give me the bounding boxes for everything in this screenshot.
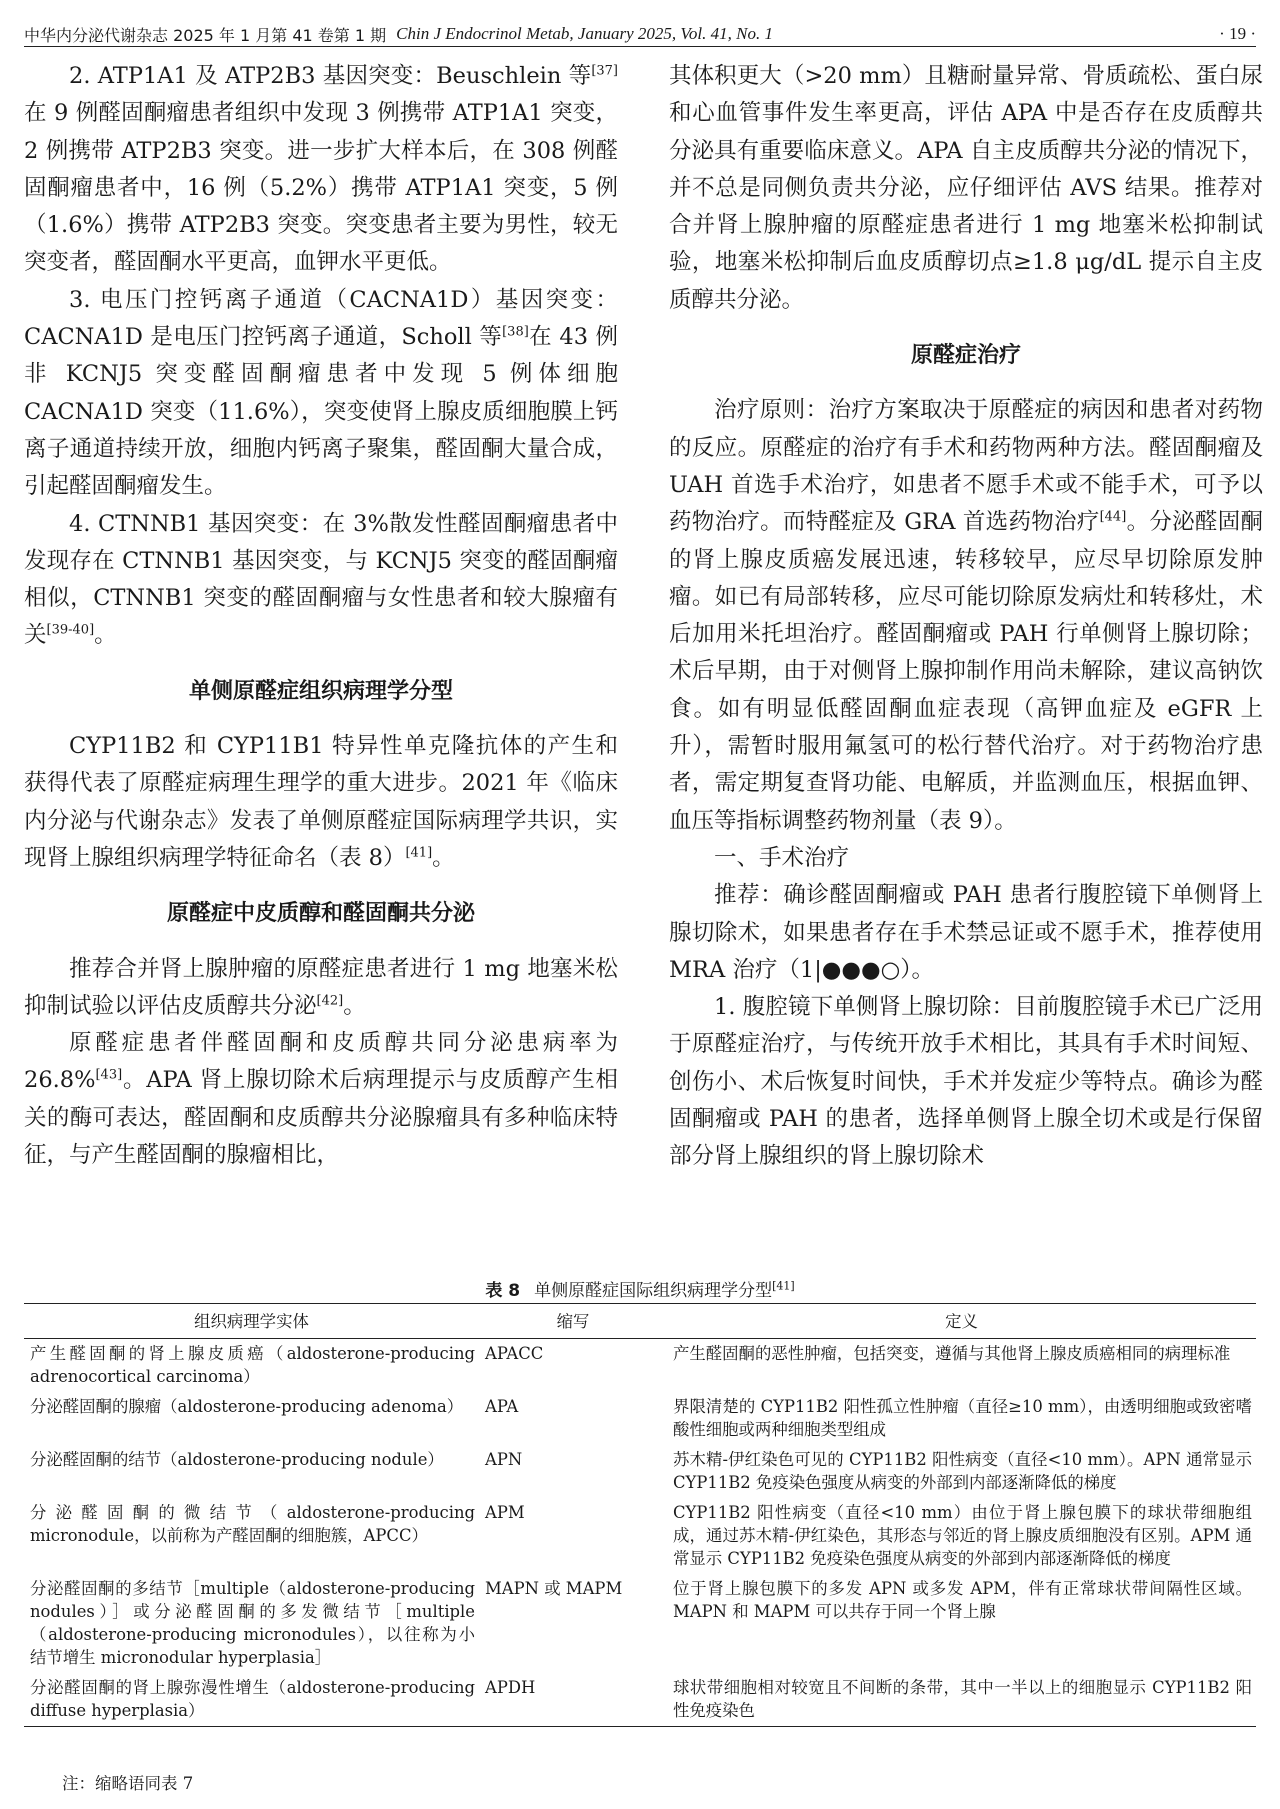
section-heading: 原醛症治疗 [910,343,1021,369]
paragraph-tail: 在 9 例醛固酮瘤患者组织中发现 3 例携带 ATP1A1 突变，2 例携带 ATP2B3 突变。进一步扩大样本后，在 308 例醛固酮瘤患者中，16 例（5.2%）携带 ATP1A1 突变，5 例（1.6%）携带 ATP2B3 突变。突变患者主要为男性，较无突变者，醛固酮水平更高，血钾水平更低。 [24,100,618,276]
table-cell-definition: 位于肾上腺包膜下的多发 APN 或多发 APM，伴有正常球状带间隔性区域。MAPN 和 MAPM 可以共存于同一个肾上腺 [673,1579,1252,1621]
citation-ref: [44] [1099,509,1127,525]
table-header-row [24,1304,1256,1339]
table-header-abbrev: 缩写 [479,1304,667,1339]
table-cell-definition: 苏木精-伊红染色可见的 CYP11B2 阳性病变（直径<10 mm）。APN 通常显示 CYP11B2 免疫染色强度从病变的外部到内部逐渐降低的梯度 [673,1450,1252,1492]
paragraph-text: CYP11B2 和 CYP11B1 特异性单克隆抗体的产生和获得代表了原醛症病理生理学的重大进步。2021 年《临床内分泌与代谢杂志》发表了单侧原醛症国际病理学共识，实现肾上腺组织病理学特征命名（表 8） [24,733,618,871]
citation-ref: [39-40] [46,622,95,638]
paragraph-text: 2. ATP1A1 及 ATP2B3 基因突变：Beuschlein 等 [69,63,592,89]
paragraph-tail: 。 [432,844,455,871]
page-number: · 19 · [1219,24,1256,43]
table-header-entity: 组织病理学实体 [24,1304,479,1339]
right-column [669,58,1263,1176]
pathology-table [24,1303,1256,1727]
paragraph [24,951,618,1026]
table-caption [0,1276,1280,1301]
table-label: 表 8 [485,1281,521,1301]
paragraph [24,1025,618,1174]
paragraph [24,282,618,506]
table-header-definition: 定义 [667,1304,1256,1339]
paragraph-text: 治疗原则：治疗方案取决于原醛症的病因和患者对药物的反应。原醛症的治疗有手术和药物两种方法。醛固酮瘤及 UAH 首选手术治疗，如患者不愿手术或不能手术，可予以药物治疗。而特醛症及 GRA 首选药物治疗 [669,397,1263,536]
table-cell-entity: 分泌醛固酮的肾上腺弥漫性增生（aldosterone-producing diffuse hyperplasia） [24,1673,479,1727]
paragraph-tail: 。APA 肾上腺切除术后病理提示与皮质醇产生相关的酶可表达，醛固酮和皮质醇共分泌腺瘤具有多种临床特征，与产生醛固酮的腺瘤相比， [24,1067,618,1169]
paragraph-tail: 。 [343,992,366,1019]
table-row [24,1673,1256,1727]
paragraph-text: 推荐合并肾上腺肿瘤的原醛症患者进行 1 mg 地塞米松抑制试验以评估皮质醇共分泌 [24,955,618,1019]
table-cell-abbrev: APACC [485,1344,544,1363]
citation-ref: [38] [502,324,529,340]
table-cell-abbrev: APM [485,1503,525,1522]
table-row [24,1574,1256,1673]
citation-ref: [41] [405,845,433,861]
table-cell-entity: 分泌醛固酮的结节（aldosterone-producing nodule） [30,1450,444,1469]
paragraph-tail: 。 [94,622,117,649]
section-heading: 原醛症中皮质醇和醛固酮共分泌 [166,901,475,927]
table-cell-entity: 产生醛固酮的肾上腺皮质癌（aldosterone-producing adrenocortical carcinoma） [30,1344,475,1386]
paragraph-text: 3. 电压门控钙离子通道（CACNA1D）基因突变：CACNA1D 是电压门控钙离子通道，Scholl 等 [24,286,618,351]
paragraph [669,989,1263,1175]
table-row [24,1445,1256,1498]
table-cell-entity: 分泌醛固酮的微结节（aldosterone-producing micronodule，以前称为产醛固酮的细胞簇，APCC） [30,1503,475,1545]
paragraph [24,58,618,282]
paragraph [669,58,1263,319]
citation-ref: [37] [591,63,618,79]
paragraph [24,728,618,877]
journal-title-cn: 中华内分泌代谢杂志 2025 年 1 月第 41 卷第 1 期 [24,25,387,45]
table-cell-abbrev: APDH [479,1673,667,1727]
table-cell-abbrev: APA [485,1397,519,1416]
running-header [24,22,1256,46]
paragraph [669,840,1263,877]
left-column [24,58,618,1174]
paragraph-text: 推荐：确诊醛固酮瘤或 PAH 患者行腹腔镜下单侧肾上腺切除术，如果患者存在手术禁忌证或不愿手术，推荐使用 MRA 治疗（1|●●●○）。 [669,882,1263,983]
table-row [24,1339,1256,1393]
table-cell-definition: 球状带细胞相对较宽且不间断的条带，其中一半以上的细胞显示 CYP11B2 阳性免疫染色 [667,1673,1256,1727]
table-cell-definition: CYP11B2 阳性病变（直径<10 mm）由位于肾上腺包膜下的球状带细胞组成，通过苏木精-伊红染色，其形态与邻近的肾上腺皮质细胞没有区别。APM 通常显示 CYP11B2 免疫染色强度从病变的外部到内部逐渐降低的梯度 [673,1503,1252,1568]
table-caption-ref: [41] [772,1279,795,1293]
paragraph-text: 1. 腹腔镜下单侧肾上腺切除：目前腹腔镜手术已广泛用于原醛症治疗，与传统开放手术相比，其具有手术时间短、创伤小、术后恢复时间快，手术并发症少等特点。确诊为醛固酮瘤或 PAH 的患者，选择单侧肾上腺全切术或是行保留部分肾上腺组织的肾上腺切除术 [669,994,1263,1170]
paragraph [669,392,1263,840]
paragraph-text: 其体积更大（>20 mm）且糖耐量异常、骨质疏松、蛋白尿和心血管事件发生率更高，评估 APA 中是否存在皮质醇共分泌具有重要临床意义。APA 自主皮质醇共分泌的情况下，并不总是同侧负责共分泌，应仔细评估 AVS 结果。推荐对合并肾上腺肿瘤的原醛症患者进行 1 mg 地塞米松抑制试验，地塞米松抑制后血皮质醇切点≥1.8 μg/dL 提示自主皮质醇共分泌。 [669,63,1263,313]
table-cell-definition: 产生醛固酮的恶性肿瘤，包括突变，遵循与其他肾上腺皮质癌相同的病理标准 [673,1344,1231,1363]
section-heading: 单侧原醛症组织病理学分型 [188,678,453,704]
table-cell-abbrev: MAPN 或 MAPM [485,1579,623,1598]
table-cell-abbrev: APN [485,1450,523,1469]
header-rule [24,46,1256,47]
journal-title-en: Chin J Endocrinol Metab, January 2025, Vol. 41, No. 1 [396,24,773,43]
table-row [24,1498,1256,1574]
paragraph-tail: 。分泌醛固酮的肾上腺皮质癌发展迅速，转移较早，应尽早切除原发肿瘤。如已有局部转移，应尽可能切除原发病灶和转移灶，术后加用米托坦治疗。醛固酮瘤或 PAH 行单侧肾上腺切除；术后早期，由于对侧肾上腺抑制作用尚未解除，建议高钠饮食。如有明显低醛固酮血症表现（高钾血症及 eGFR 上升），需暂时服用氟氢可的松行替代治疗。对于药物治疗患者，需定期复查肾功能、电解质，并监测血压，根据血钾、血压等指标调整药物剂量（表 9）。 [669,509,1263,834]
citation-ref: [42] [316,993,344,1009]
citation-ref: [43] [95,1067,123,1083]
table-cell-definition: 界限清楚的 CYP11B2 阳性孤立性肿瘤（直径≥10 mm），由透明细胞或致密嗜酸性细胞或两种细胞类型组成 [673,1397,1252,1439]
table-caption-text: 单侧原醛症国际组织病理学分型 [534,1281,773,1301]
paragraph-tail: 在 43 例非 KCNJ5 突变醛固酮瘤患者中发现 5 例体细胞 CACNA1D 突变（11.6%），突变使肾上腺皮质细胞膜上钙离子通道持续开放，细胞内钙离子聚集，醛固酮大量合成，引起醛固酮瘤发生。 [24,324,618,500]
table-cell-entity: 分泌醛固酮的多结节［multiple（aldosterone-producing nodules）］或分泌醛固酮的多发微结节［multiple（aldosterone-producing micronodules），以往称为小结节增生 micronodular hyperplasia］ [30,1579,475,1667]
table-cell-entity: 分泌醛固酮的腺瘤（aldosterone-producing adenoma） [30,1397,464,1416]
table-note: 注：缩略语同表 7 [62,1774,194,1793]
paragraph-text: 一、手术治疗 [714,844,850,871]
table-row [24,1392,1256,1445]
paragraph-text: 原醛症患者伴醛固酮和皮质醇共同分泌患病率为 26.8% [24,1030,618,1094]
paragraph-text: 4. CTNNB1 基因突变：在 3%散发性醛固酮瘤患者中发现存在 CTNNB1 基因突变，与 KCNJ5 突变的醛固酮瘤相似，CTNNB1 突变的醛固酮瘤与女性患者和较大腺瘤有关 [24,510,618,649]
paragraph [669,877,1263,989]
paragraph [24,506,618,655]
